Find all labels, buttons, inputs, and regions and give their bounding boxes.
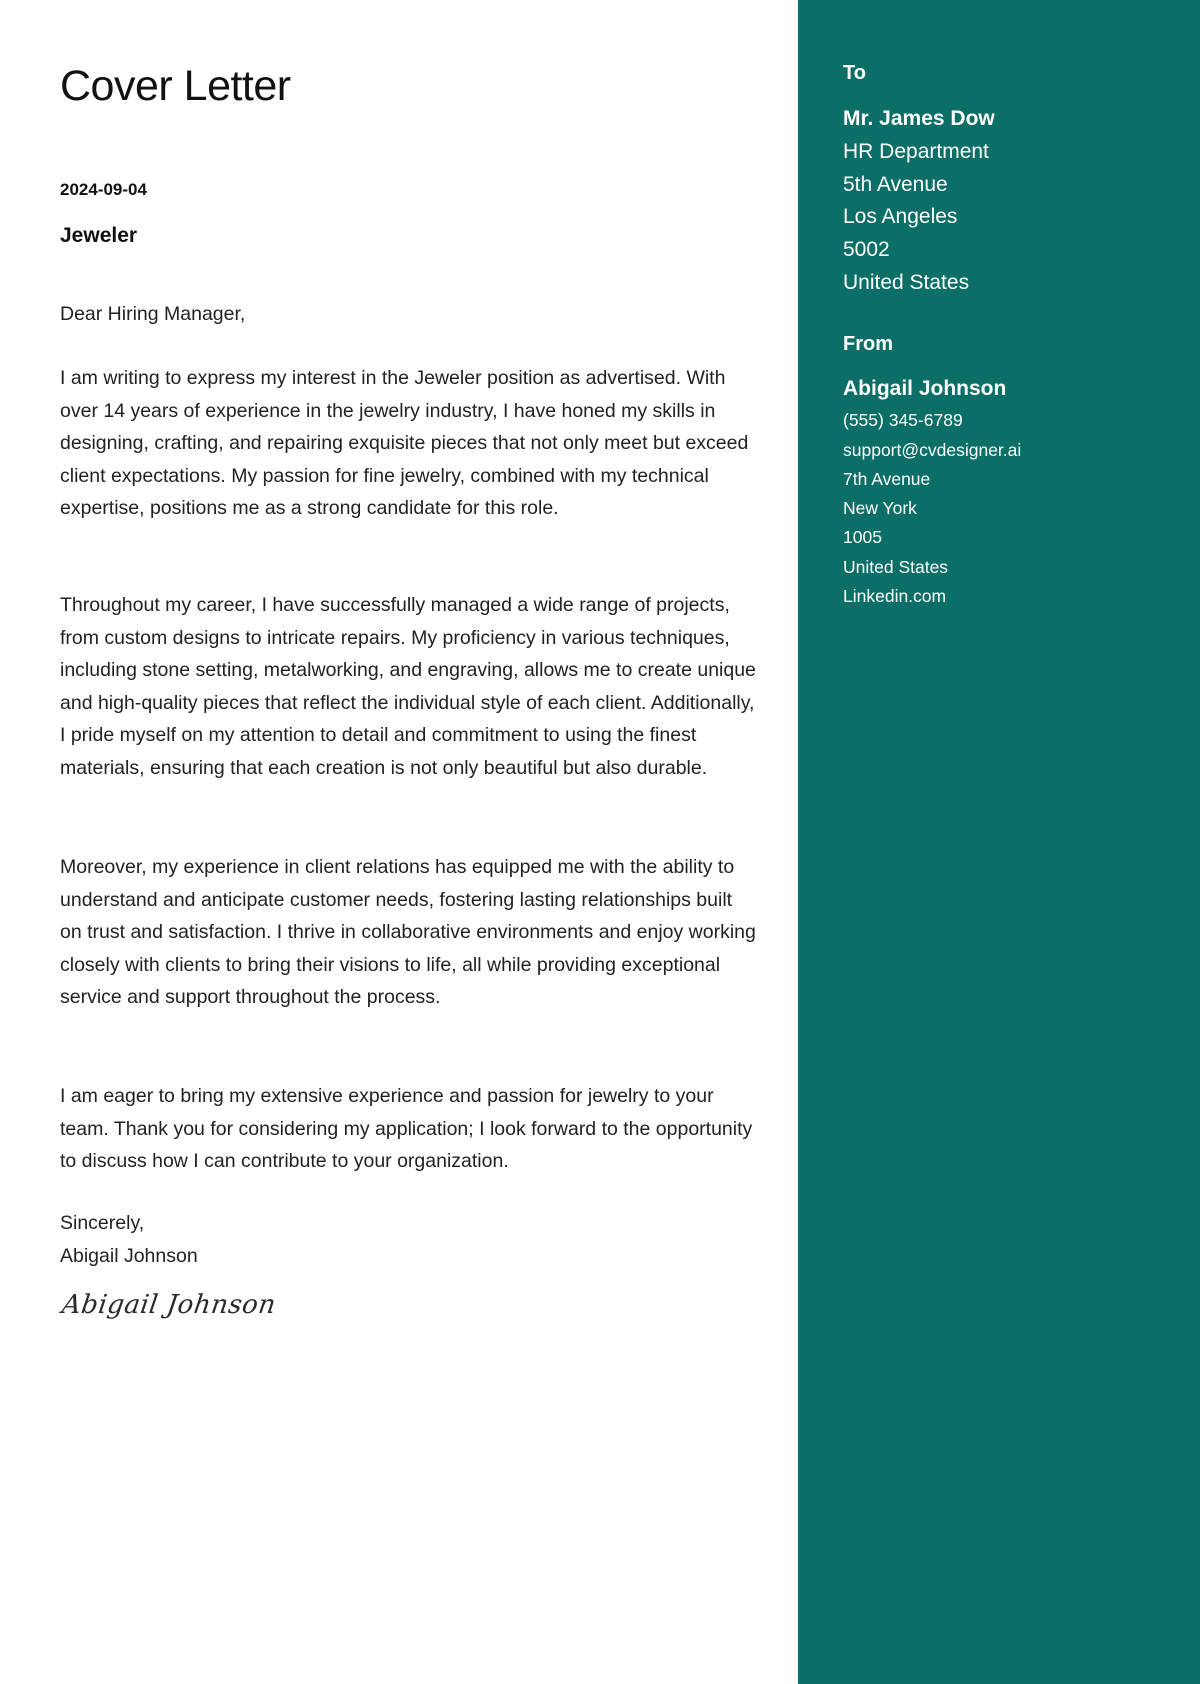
recipient-name: Mr. James Dow — [843, 107, 995, 130]
recipient-postal-code: 5002 — [843, 238, 890, 261]
letter-date: 2024-09-04 — [60, 180, 147, 199]
sender-country: United States — [843, 557, 949, 577]
paragraph-1: I am writing to express my interest in the Jeweler position as advertised. With over 14 years of experience in the jewelry industry, I have honed my skills in designing, crafting, and repairing exquisite pieces that not only meet but exceed client expectations. My passion for fine jewelry, combined with my technical expertise, positions me as a strong candidate for this role. — [60, 367, 749, 520]
sender-email: support@cvdesigner.ai — [843, 440, 1022, 460]
sender-phone: (555) 345-6789 — [843, 410, 963, 430]
recipient-city: Los Angeles — [843, 205, 958, 228]
sender-postal-code: 1005 — [843, 527, 882, 547]
recipient-department: HR Department — [843, 140, 989, 163]
closing-name: Abigail Johnson — [60, 1245, 198, 1267]
sender-street: 7th Avenue — [843, 469, 931, 489]
paragraph-3: Moreover, my experience in client relations has equipped me with the ability to understand and anticipate customer needs, fostering lasting relationships built on trust and satisfaction. I thrive in collaborative environments and enjoy working closely with clients to bring their visions to life, all while providing exceptional service and support throughout the process. — [60, 856, 756, 1009]
recipient-country: United States — [843, 271, 970, 294]
contact-sidebar — [798, 0, 1200, 1684]
page-title: Cover Letter — [60, 62, 291, 110]
job-title: Jeweler — [60, 224, 138, 247]
sender-linkedin: Linkedin.com — [843, 586, 947, 606]
greeting: Dear Hiring Manager, — [60, 303, 246, 325]
recipient-street: 5th Avenue — [843, 173, 948, 196]
paragraph-4: I am eager to bring my extensive experience and passion for jewelry to your team. Thank you for considering my application; I look forward to the opportunity to discuss how I can contribute to your organization. — [60, 1085, 753, 1173]
closing: Sincerely, — [60, 1212, 145, 1234]
from-heading: From — [843, 333, 893, 355]
sender-name: Abigail Johnson — [843, 377, 1007, 400]
sender-city: New York — [843, 498, 917, 518]
paragraph-2: Throughout my career, I have successfully managed a wide range of projects, from custom designs to intricate repairs. My proficiency in various techniques, including stone setting, metalworking, and engraving, allows me to create unique and high-quality pieces that reflect the individual style of each client. Additionally, I pride myself on my attention to detail and commitment to using the finest materials, ensuring that each creation is not only beautiful but also durable. — [60, 594, 756, 779]
handwritten-signature: Abigail Johnson — [60, 1290, 278, 1320]
to-heading: To — [843, 62, 866, 84]
